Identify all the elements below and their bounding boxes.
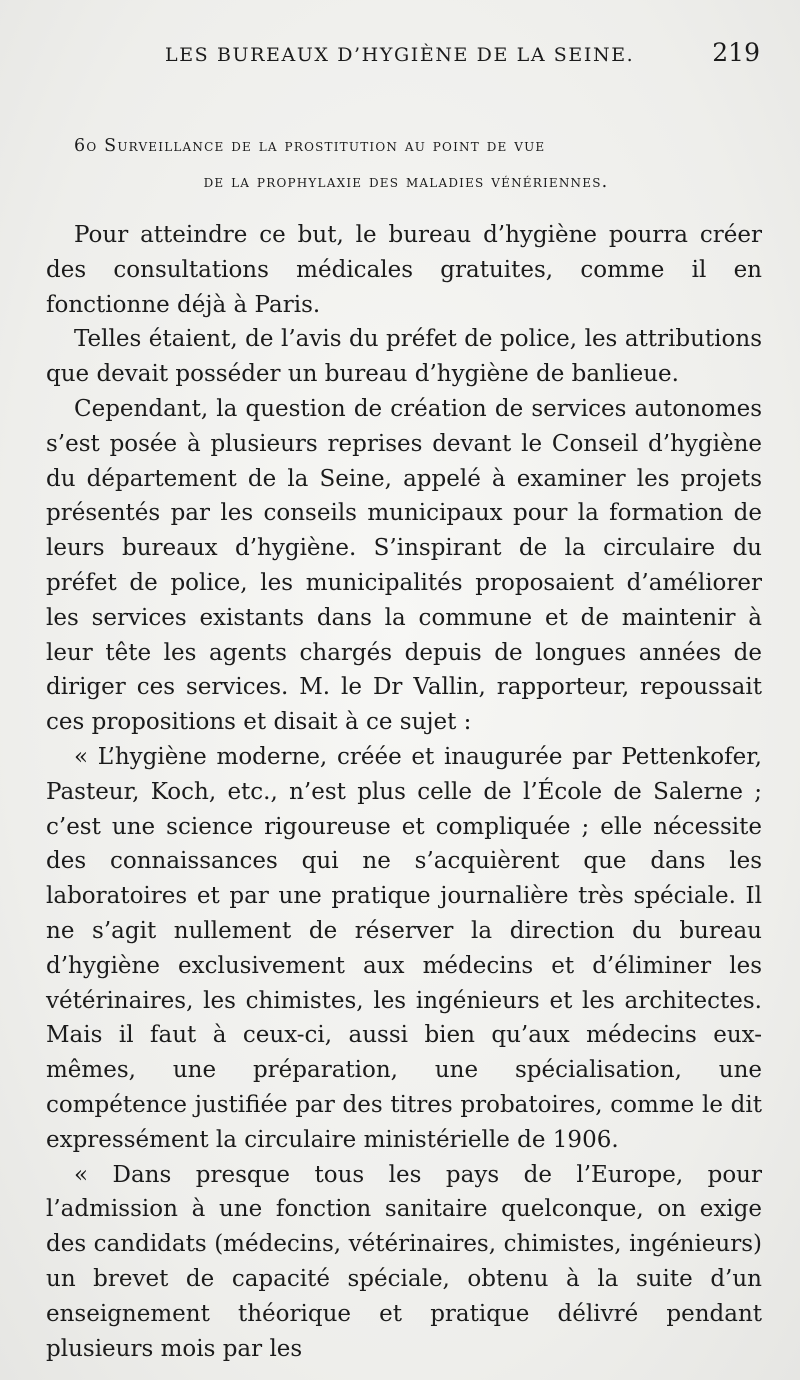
section-heading	[48, 128, 764, 200]
section-heading-line-1: 6o Surveillance de la prostitution au point de vue	[74, 136, 546, 156]
body-text	[46, 218, 762, 1366]
paragraph-quote-hygiene-moderne: « L’hygiène moderne, créée et inaugurée par Pettenkofer, Pasteur, Koch, etc., n’est plus celle de l’École de Salerne ; c’est une science rigoureuse et compliquée ; elle nécessite des connaissances qui ne s’acquièrent que dans les laboratoires et par une pratique journalière très spéciale. Il ne s’agit nullement de réserver la direction du bureau d’hygiène exclusivement aux médecins et d’éliminer les vétérinaires, les chimistes, les ingénieurs et les architectes. Mais il faut à ceux-ci, aussi bien qu’aux médecins eux-mêmes, une préparation, une spécialisation, une compétence justifiée par des titres probatoires, comme le dit expressément la circulaire ministérielle de 1906.	[46, 743, 762, 1153]
paragraph-attributions: Telles étaient, de l’avis du préfet de police, les attributions que devait posséder un bureau d’hygiène de banlieue.	[46, 326, 762, 388]
page-number: 219	[712, 38, 760, 67]
running-title: LES BUREAUX D’HYGIÈNE DE LA SEINE.	[165, 44, 635, 66]
paragraph-quote-europe: « Dans presque tous les pays de l’Europe, pour l’admission à une fonction sanitaire quelconque, on exige des candidats (médecins, vétérinaires, chimistes, ingénieurs) un brevet de capacité spéciale, obtenu à la suite d’un enseignement théorique et pratique délivré pendant plusieurs mois par les	[46, 1161, 762, 1362]
running-header	[60, 38, 760, 78]
section-heading-line-2: de la prophylaxie des maladies vénériennes.	[203, 172, 609, 192]
paragraph-services-autonomes: Cependant, la question de création de services autonomes s’est posée à plusieurs reprises devant le Conseil d’hygiène du département de la Seine, appelé à examiner les projets présentés par les conseils municipaux pour la formation de leurs bureaux d’hygiène. S’inspirant de la circulaire du préfet de police, les municipalités proposaient d’améliorer les services existants dans la commune et de maintenir à leur tête les agents chargés depuis de longues années de diriger ces services. M. le Dr Vallin, rapporteur, repoussait ces propositions et disait à ce sujet :	[46, 395, 762, 736]
paragraph-consultations: Pour atteindre ce but, le bureau d’hygiène pourra créer des consultations médicales gratuites, comme il en fonctionne déjà à Paris.	[46, 222, 762, 318]
